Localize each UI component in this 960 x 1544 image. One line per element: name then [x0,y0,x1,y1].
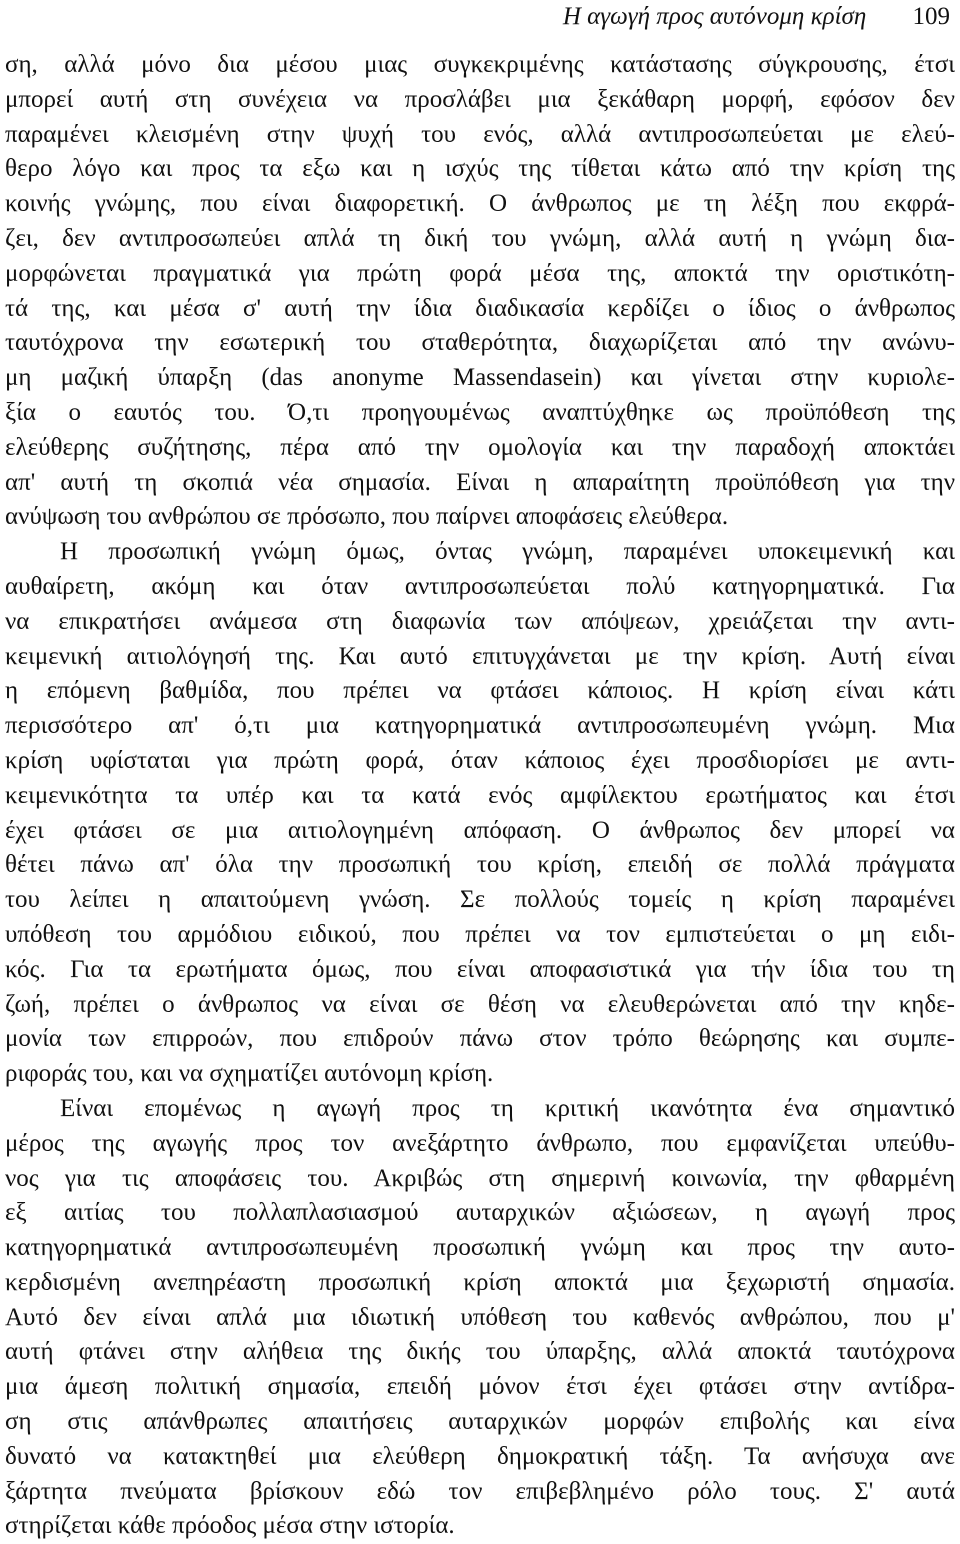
text-line: κειμενικότητα τα υπέρ και τα κατά ενός αμφίλεκτου ερωτήματος και έτσι [5,781,955,809]
text-line: κατηγορηματικά αντιπροσωπευμένη προσωπική γνώμη και προς την αυτο- [5,1234,955,1262]
text-line: απ' αυτή τη σκοπιά νέα σημασία. Είναι η απαραίτητη προϋπόθεση για την [5,468,955,496]
text-line: τά της, και μέσα σ' αυτή την ίδια διαδικασία κερδίζει ο ίδιος ο άνθρωπος [5,294,955,322]
running-title: Η αγωγή προς αυτόνομη κρίση [562,3,867,30]
text-line: ανύψωση του ανθρώπου σε πρόσωπο, που παίρνει αποφάσεις ελεύθερα. [5,503,729,531]
text-line: ριφοράς του, και να σχηματίζει αυτόνομη κρίση. [5,1060,494,1088]
running-header [563,2,950,32]
text-line: ζωή, πρέπει ο άνθρωπος να είναι σε θέση να ελευθερώνεται από την κηδε- [5,990,955,1018]
text-line: κρίση υφίσταται για πρώτη φορά, όταν κάποιος έχει προσδιορίσει με αντι- [5,746,955,774]
text-line: ση στις απάνθρωπες απαιτήσεις αυταρχικών μορφών επιβολής και είνα [5,1408,955,1436]
text-line: κοινής γνώμης, που είναι διαφορετική. Ο άνθρωπος με τη λέξη που εκφρά- [5,190,955,218]
body-text [5,48,955,1544]
text-line: θερο λόγο και προς τα εξω και η ισχύς της τίθεται κάτω από την κρίση της [5,155,955,183]
text-line: μπορεί αυτή στη συνέχεια να προσλάβει μια ξεκάθαρη μορφή, εφόσον δεν [5,85,955,113]
text-line: παραμένει κλεισμένη στην ψυχή του ενός, αλλά αντιπροσωπεύεται με ελεύ- [5,120,955,148]
page-number: 109 [912,3,950,30]
text-line: μονία των επιρροών, που επιδρούν πάνω στον τρόπο θεώρησης και συμπε- [5,1025,955,1053]
text-line: κειμενική αιτιολόγησή της. Και αυτό επιτυγχάνεται με την κρίση. Αυτή είναι [5,642,955,670]
text-line: εξ αιτίας του πολλαπλασιασμού αυταρχικών αξιώσεων, η αγωγή προς [5,1199,955,1227]
text-line: να επικρατήσει ανάμεσα στη διαφωνία των απόψεων, χρειάζεται την αντι- [5,607,955,635]
text-line: περισσότερο απ' ό,τι μια κατηγορηματικά αντιπροσωπευμένη γνώμη. Μια [5,712,955,740]
text-line: μέρος της αγωγής προς τον ανεξάρτητο άνθρωπο, που εμφανίζεται υπεύθυ- [5,1129,955,1157]
text-line: Η προσωπική γνώμη όμως, όντας γνώμη, παραμένει υποκειμενική και [60,538,955,566]
text-line: ξάρτητα πνεύματα βρίσκουν εδώ τον επιβεβλημένο ρόλο τους. Σ' αυτά [5,1477,955,1505]
text-line: έχει φτάσει σε μια αιτιολογημένη απόφαση. Ο άνθρωπος δεν μπορεί να [5,816,955,844]
text-line: μια άμεση πολιτική σημασία, επειδή μόνον έτσι έχει φτάσει στην αντίδρα- [5,1373,955,1401]
text-line: δυνατό να κατακτηθεί μια ελεύθερη δημοκρατική τάξη. Τα ανήσυχα ανε [5,1442,955,1470]
text-line: ξία ο εαυτός του. Ό,τι προηγουμένως αναπτύχθηκε ως προϋπόθεση της [5,398,955,426]
text-line: ελεύθερης συζήτησης, πέρα από την ομολογία και την παραδοχή αποκτάει [5,433,955,461]
text-line: Είναι επομένως η αγωγή προς τη κριτική ικανότητα ένα σημαντικό [60,1094,955,1122]
text-line: νος για τις αποφάσεις του. Ακριβώς στη σημερινή κοινωνία, την φθαρμένη [5,1164,955,1192]
text-line: ση, αλλά μόνο δια μέσου μιας συγκεκριμένης κατάστασης σύγκρουσης, έτσι [5,51,955,78]
text-line: κερδισμένη ανεπηρέαστη προσωπική κρίση αποκτά μια ξεχωριστή σημασία. [5,1268,955,1296]
text-line: Αυτό δεν είναι απλά μια ιδιωτική υπόθεση του καθενός ανθρώπου, που μ' [5,1303,955,1331]
text-line: αυθαίρετη, ακόμη και όταν αντιπροσωπεύεται πολύ κατηγορηματικά. Για [5,572,955,600]
text-line: θέτει πάνω απ' όλα την προσωπική του κρίση, επειδή σε πολλά πράγματα [5,851,955,879]
text-line: κός. Για τα ερωτήματα όμως, που είναι αποφασιστικά για τήν ίδια του τη [5,955,955,983]
text-line: του λείπει η απαιτούμενη γνώση. Σε πολλούς τομείς η κρίση παραμένει [5,886,955,914]
text-line: ταυτόχρονα την εσωτερική του σταθερότητα, διαχωρίζεται από την ανώνυ- [5,329,955,357]
text-line: η επόμενη βαθμίδα, που πρέπει να φτάσει κάποιος. Η κρίση είναι κάτι [5,677,955,705]
text-line: μη μαζική ύπαρξη (das anonyme Massendasein) και γίνεται στην κυριολε- [5,364,955,392]
text-line: αυτή φτάνει στην αλήθεια της δικής του ύπαρξης, αλλά αποκτά ταυτόχρονα [5,1338,955,1366]
text-line: υπόθεση του αρμόδιου ειδικού, που πρέπει να τον εμπιστεύεται ο μη ειδι- [5,920,955,948]
text-line: στηρίζεται κάθε πρόοδος μέσα στην ιστορία. [5,1512,455,1540]
text-line: μορφώνεται πραγματικά για πρώτη φορά μέσα της, αποκτά την οριστικότη- [5,259,955,287]
text-line: ζει, δεν αντιπροσωπεύει απλά τη δική του γνώμη, αλλά αυτή η γνώμη δια- [5,224,955,252]
